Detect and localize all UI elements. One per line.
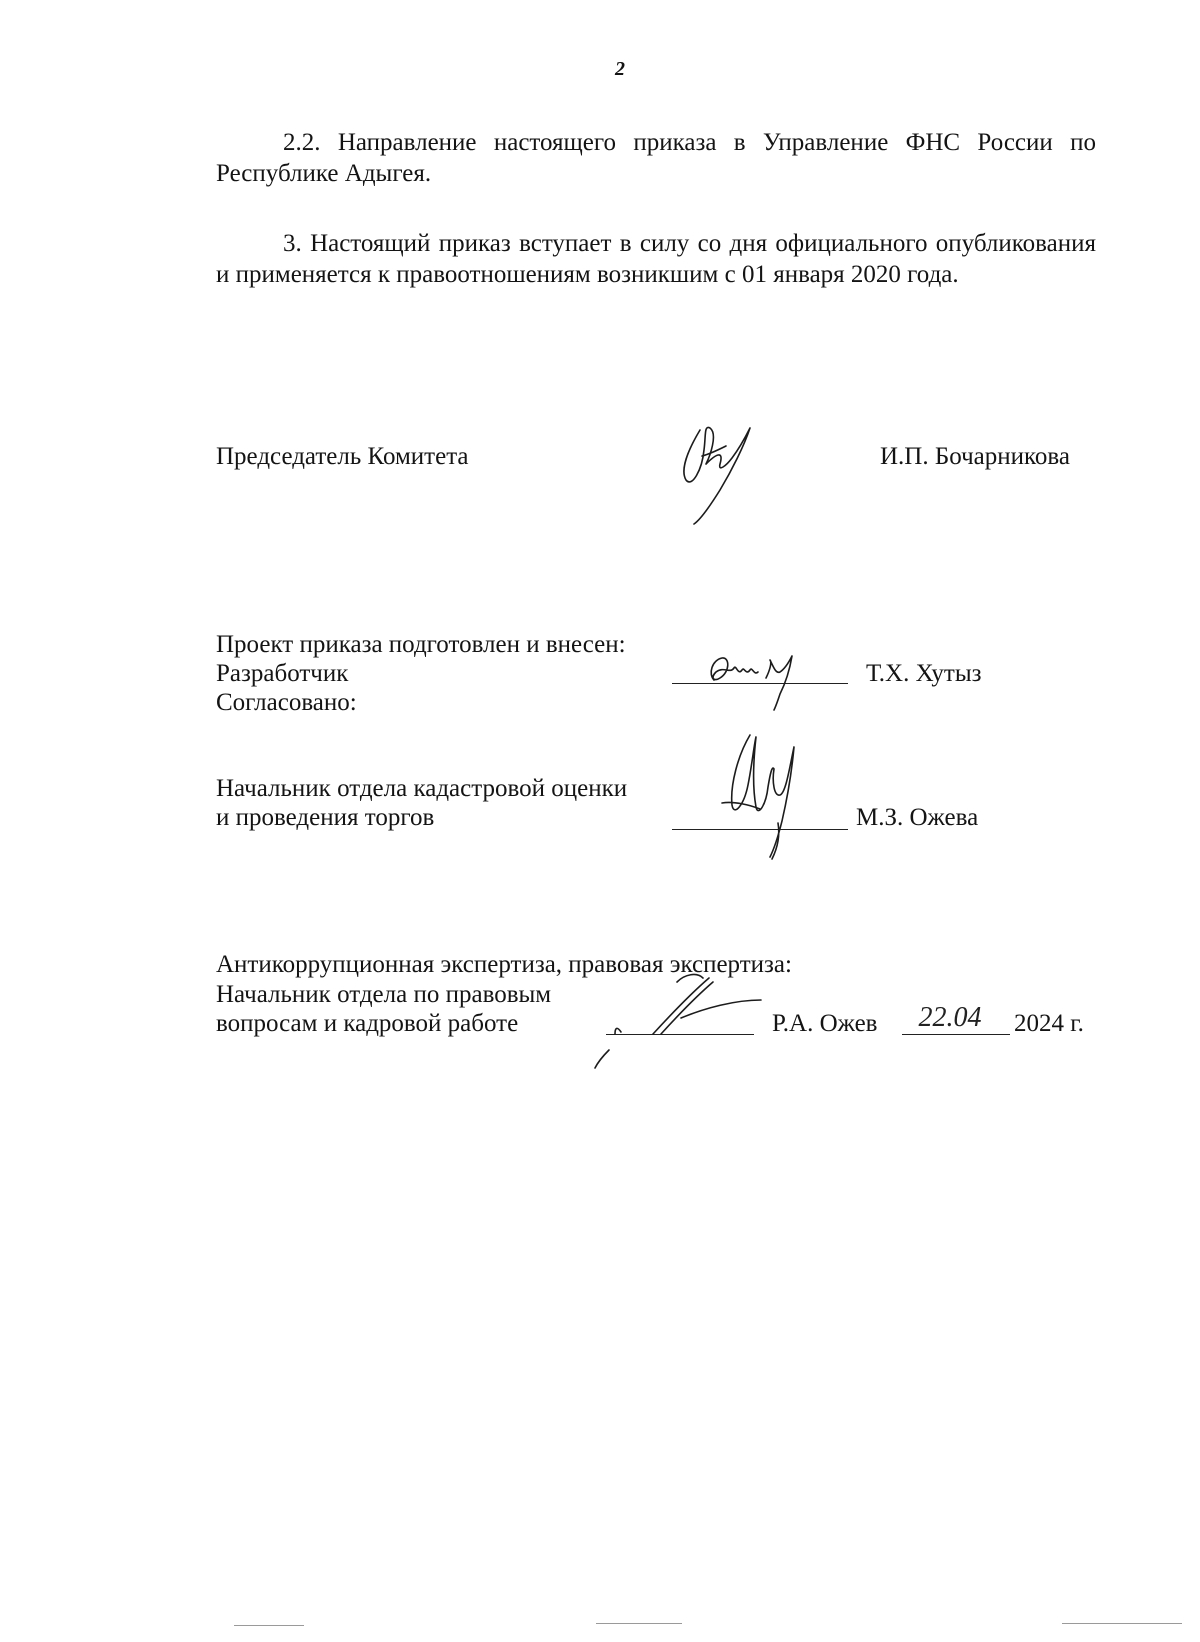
cadastral-signature xyxy=(710,725,820,865)
prepared-heading: Проект приказа подготовлен и внесен: xyxy=(216,631,626,658)
chairman-title: Председатель Комитета xyxy=(216,443,469,470)
cadastral-title-line1: Начальник отдела кадастровой оценки xyxy=(216,775,628,802)
cadastral-name: М.З. Ожева xyxy=(856,804,979,831)
legal-title-line2: вопросам и кадровой работе xyxy=(216,1010,519,1037)
handwritten-date: 22.04 xyxy=(918,1002,982,1033)
legal-year: 2024 г. xyxy=(1014,1010,1084,1037)
legal-title-line1: Начальник отдела по правовым xyxy=(216,981,552,1008)
chairman-signature xyxy=(680,420,770,530)
scan-artifact xyxy=(1062,1623,1182,1624)
developer-name: Т.Х. Хутыз xyxy=(866,660,982,687)
scan-artifact xyxy=(234,1625,304,1626)
paragraph-3: 3. Настоящий приказ вступает в силу со дня официального опубликования и применяется к правоотношениям возникшим с 01 января 2020 года. xyxy=(216,230,1096,288)
page-number: 2 xyxy=(615,58,625,80)
legal-heading: Антикоррупционная экспертиза, правовая экспертиза: xyxy=(216,951,792,978)
developer-role: Разработчик xyxy=(216,660,349,687)
cadastral-title-line2: и проведения торгов xyxy=(216,804,435,831)
agreed-label: Согласовано: xyxy=(216,689,357,716)
legal-name: Р.А. Ожев xyxy=(772,1010,878,1037)
date-line xyxy=(902,1034,1010,1035)
paragraph-2-2: 2.2. Направление настоящего приказа в Управление ФНС России по Республике Адыгея. xyxy=(216,129,1096,187)
developer-signature xyxy=(700,648,810,718)
legal-signature xyxy=(585,960,775,1080)
chairman-name: И.П. Бочарникова xyxy=(880,443,1070,470)
scan-artifact xyxy=(596,1623,682,1624)
